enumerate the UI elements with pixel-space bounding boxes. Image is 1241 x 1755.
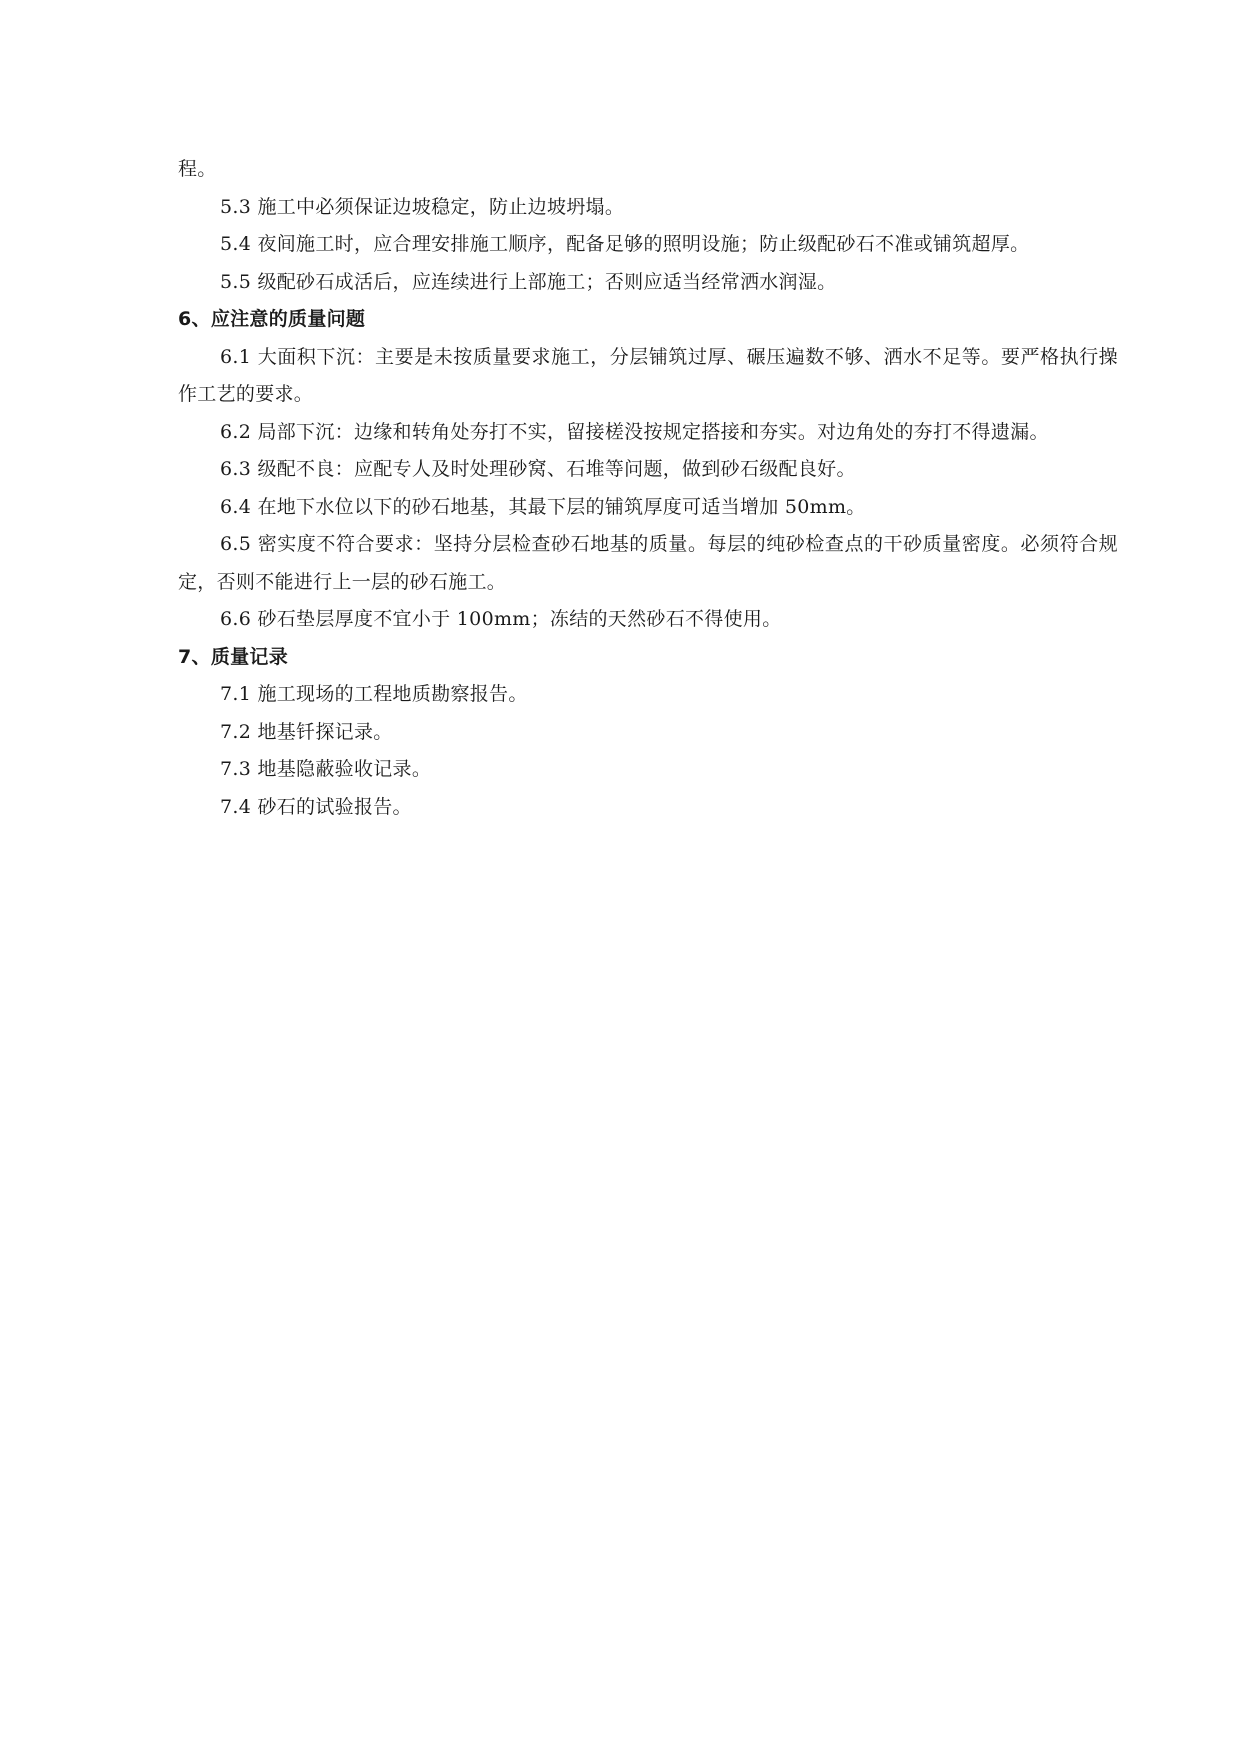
item-6-6: 6.6 砂石垫层厚度不宜小于 100mm；冻结的天然砂石不得使用。 — [220, 608, 782, 630]
item-5-4: 5.4 夜间施工时，应合理安排施工顺序，配备足够的照明设施；防止级配砂石不准或铺筑超厚。 — [220, 233, 1030, 255]
continued-line: 程。 — [178, 158, 217, 180]
item-7-3: 7.3 地基隐蔽验收记录。 — [220, 758, 432, 780]
item-5-5: 5.5 级配砂石成活后，应连续进行上部施工；否则应适当经常洒水润湿。 — [220, 270, 837, 293]
item-7-1: 7.1 施工现场的工程地质勘察报告。 — [220, 683, 528, 705]
item-6-3: 6.3 级配不良：应配专人及时处理砂窝、石堆等问题，做到砂石级配良好。 — [220, 458, 856, 480]
item-6-1: 6.1 大面积下沉：主要是未按质量要求施工，分层铺筑过厚、碾压遍数不够、洒水不足等。要严格执行操作工艺的要求。 — [178, 345, 1118, 405]
section-heading-7: 7、质量记录 — [178, 645, 289, 668]
item-6-5: 6.5 密实度不符合要求：坚持分层检查砂石地基的质量。每层的纯砂检查点的干砂质量密度。必须符合规定，否则不能进行上一层的砂石施工。 — [178, 533, 1118, 593]
item-7-4: 7.4 砂石的试验报告。 — [220, 795, 412, 818]
section-heading-6: 6、应注意的质量问题 — [178, 308, 366, 330]
item-5-3: 5.3 施工中必须保证边坡稳定，防止边坡坍塌。 — [220, 195, 625, 218]
item-6-2: 6.2 局部下沉：边缘和转角处夯打不实，留接槎没按规定搭接和夯实。对边角处的夯打不得遗漏。 — [220, 420, 1049, 443]
item-6-4: 6.4 在地下水位以下的砂石地基，其最下层的铺筑厚度可适当增加 50mm。 — [220, 495, 866, 518]
document-body — [178, 151, 1118, 826]
item-7-2: 7.2 地基钎探记录。 — [220, 720, 393, 743]
